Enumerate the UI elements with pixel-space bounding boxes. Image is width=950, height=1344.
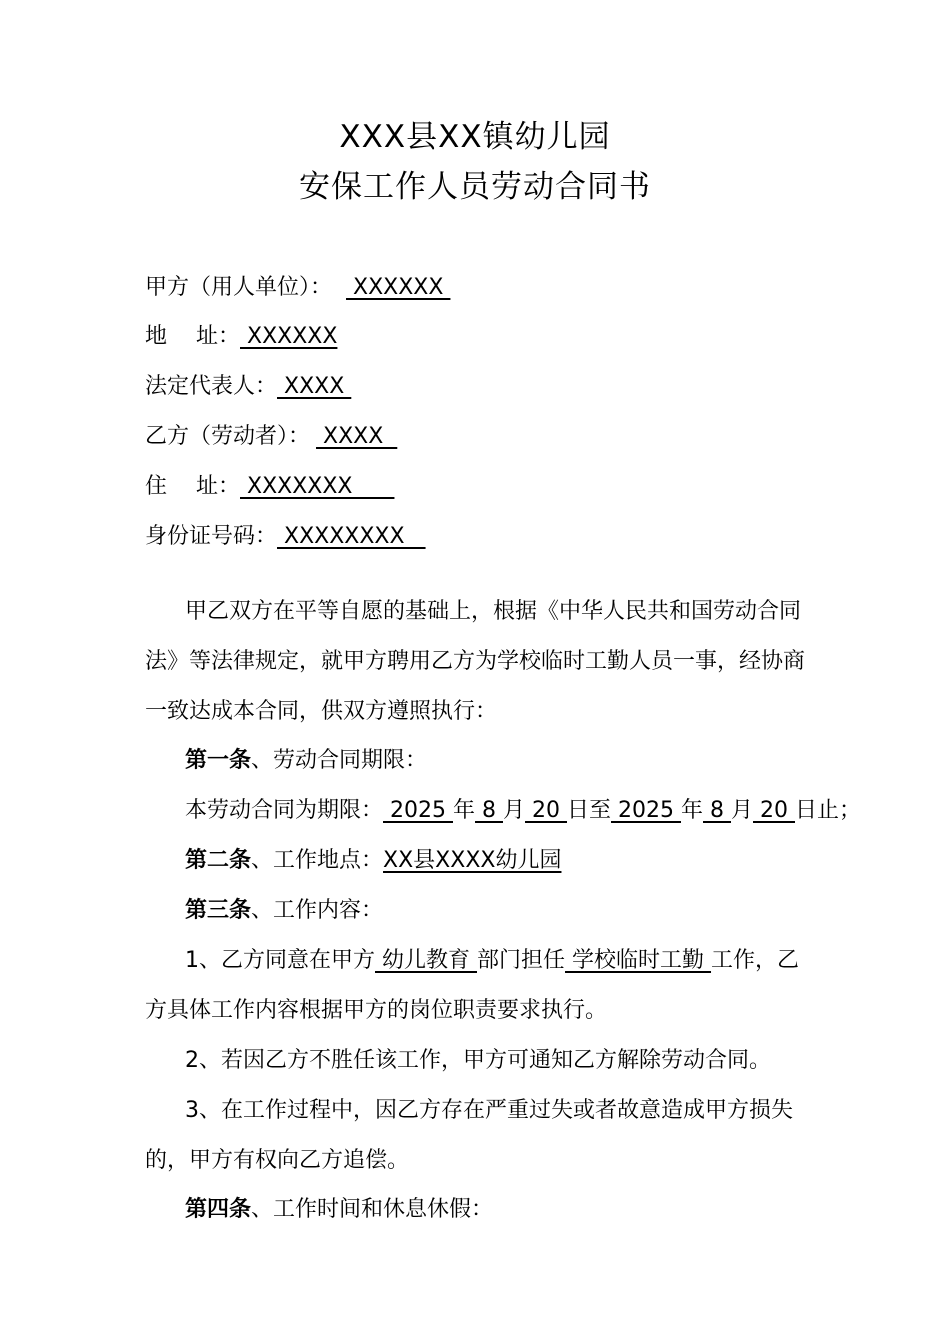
article2-title: 、工作地点： bbox=[251, 848, 384, 873]
employer-label: 甲方（用人单位）： bbox=[145, 275, 333, 300]
end-day: 20 bbox=[753, 798, 795, 823]
id-number-value: XXXXXXXX bbox=[277, 524, 426, 549]
contract-term-row bbox=[185, 796, 861, 826]
item1-mid: 部门担任 bbox=[477, 948, 566, 973]
article3-item1-line1 bbox=[185, 946, 799, 976]
article1-title: 、劳动合同期限： bbox=[251, 748, 428, 773]
article3-heading-row bbox=[185, 896, 383, 926]
item1-suffix: 工作，乙 bbox=[711, 948, 800, 973]
start-day: 20 bbox=[525, 798, 567, 823]
end-month: 8 bbox=[703, 798, 731, 823]
department-value: 幼儿教育 bbox=[375, 948, 477, 973]
article4-heading: 第四条 bbox=[185, 1197, 252, 1222]
article3-item3-line2: 的，甲方有权向乙方追偿。 bbox=[145, 1148, 410, 1173]
intro-line-3: 一致达成本合同，供双方遵照执行： bbox=[145, 699, 498, 724]
year-char-2: 年 bbox=[681, 798, 704, 823]
legal-rep-label: 法定代表人： bbox=[145, 374, 278, 399]
intro-line-1: 甲乙双方在平等自愿的基础上，根据《中华人民共和国劳动合同 bbox=[185, 599, 802, 624]
document-title-line1: XXX县XX镇幼儿园 bbox=[339, 119, 611, 155]
residence-value: XXXXXXX bbox=[240, 474, 395, 499]
article2-heading: 第二条 bbox=[185, 848, 252, 873]
article4-title: 、工作时间和休息休假： bbox=[251, 1197, 494, 1222]
residence-row bbox=[145, 472, 394, 502]
term-prefix: 本劳动合同为期限： bbox=[185, 798, 384, 823]
article4-heading-row bbox=[185, 1195, 493, 1225]
article3-heading: 第三条 bbox=[185, 898, 252, 923]
article3-item3-line1: 3、在工作过程中，因乙方存在严重过失或者故意造成甲方损失 bbox=[185, 1098, 793, 1123]
employer-value: XXXXXX bbox=[346, 275, 451, 300]
end-text: 日止； bbox=[795, 798, 862, 823]
month-char-2: 月 bbox=[731, 798, 754, 823]
job-value: 学校临时工勤 bbox=[565, 948, 712, 973]
residence-label: 住 址： bbox=[145, 474, 240, 499]
employee-row bbox=[145, 422, 397, 452]
start-month: 8 bbox=[475, 798, 503, 823]
legal-rep-row bbox=[145, 372, 351, 402]
intro-line-2: 法》等法律规定，就甲方聘用乙方为学校临时工勤人员一事，经协商 bbox=[145, 649, 806, 674]
article3-title: 、工作内容： bbox=[251, 898, 384, 923]
item1-prefix: 1、乙方同意在甲方 bbox=[185, 948, 375, 973]
article1-heading: 第一条 bbox=[185, 748, 252, 773]
year-char-1: 年 bbox=[453, 798, 476, 823]
address-value: XXXXXX bbox=[240, 324, 338, 349]
employee-label: 乙方（劳动者）： bbox=[145, 424, 311, 449]
article3-item1-line2: 方具体工作内容根据甲方的岗位职责要求执行。 bbox=[145, 998, 608, 1023]
legal-rep-value: XXXX bbox=[277, 374, 352, 399]
article1-heading-row bbox=[185, 746, 427, 776]
work-location: XX县XXXX幼儿园 bbox=[383, 848, 562, 873]
employer-row bbox=[145, 273, 450, 303]
month-char-1: 月 bbox=[503, 798, 526, 823]
article2-row bbox=[185, 846, 561, 876]
employee-value: XXXX bbox=[316, 424, 398, 449]
address-row bbox=[145, 322, 337, 352]
to-text: 日至 bbox=[567, 798, 612, 823]
document-title-line2: 安保工作人员劳动合同书 bbox=[299, 169, 651, 205]
id-number-label: 身份证号码： bbox=[145, 524, 278, 549]
id-number-row bbox=[145, 522, 426, 552]
address-label: 地 址： bbox=[145, 324, 240, 349]
start-year: 2025 bbox=[383, 798, 453, 823]
article3-item2: 2、若因乙方不胜任该工作，甲方可通知乙方解除劳动合同。 bbox=[185, 1048, 771, 1073]
end-year: 2025 bbox=[611, 798, 681, 823]
